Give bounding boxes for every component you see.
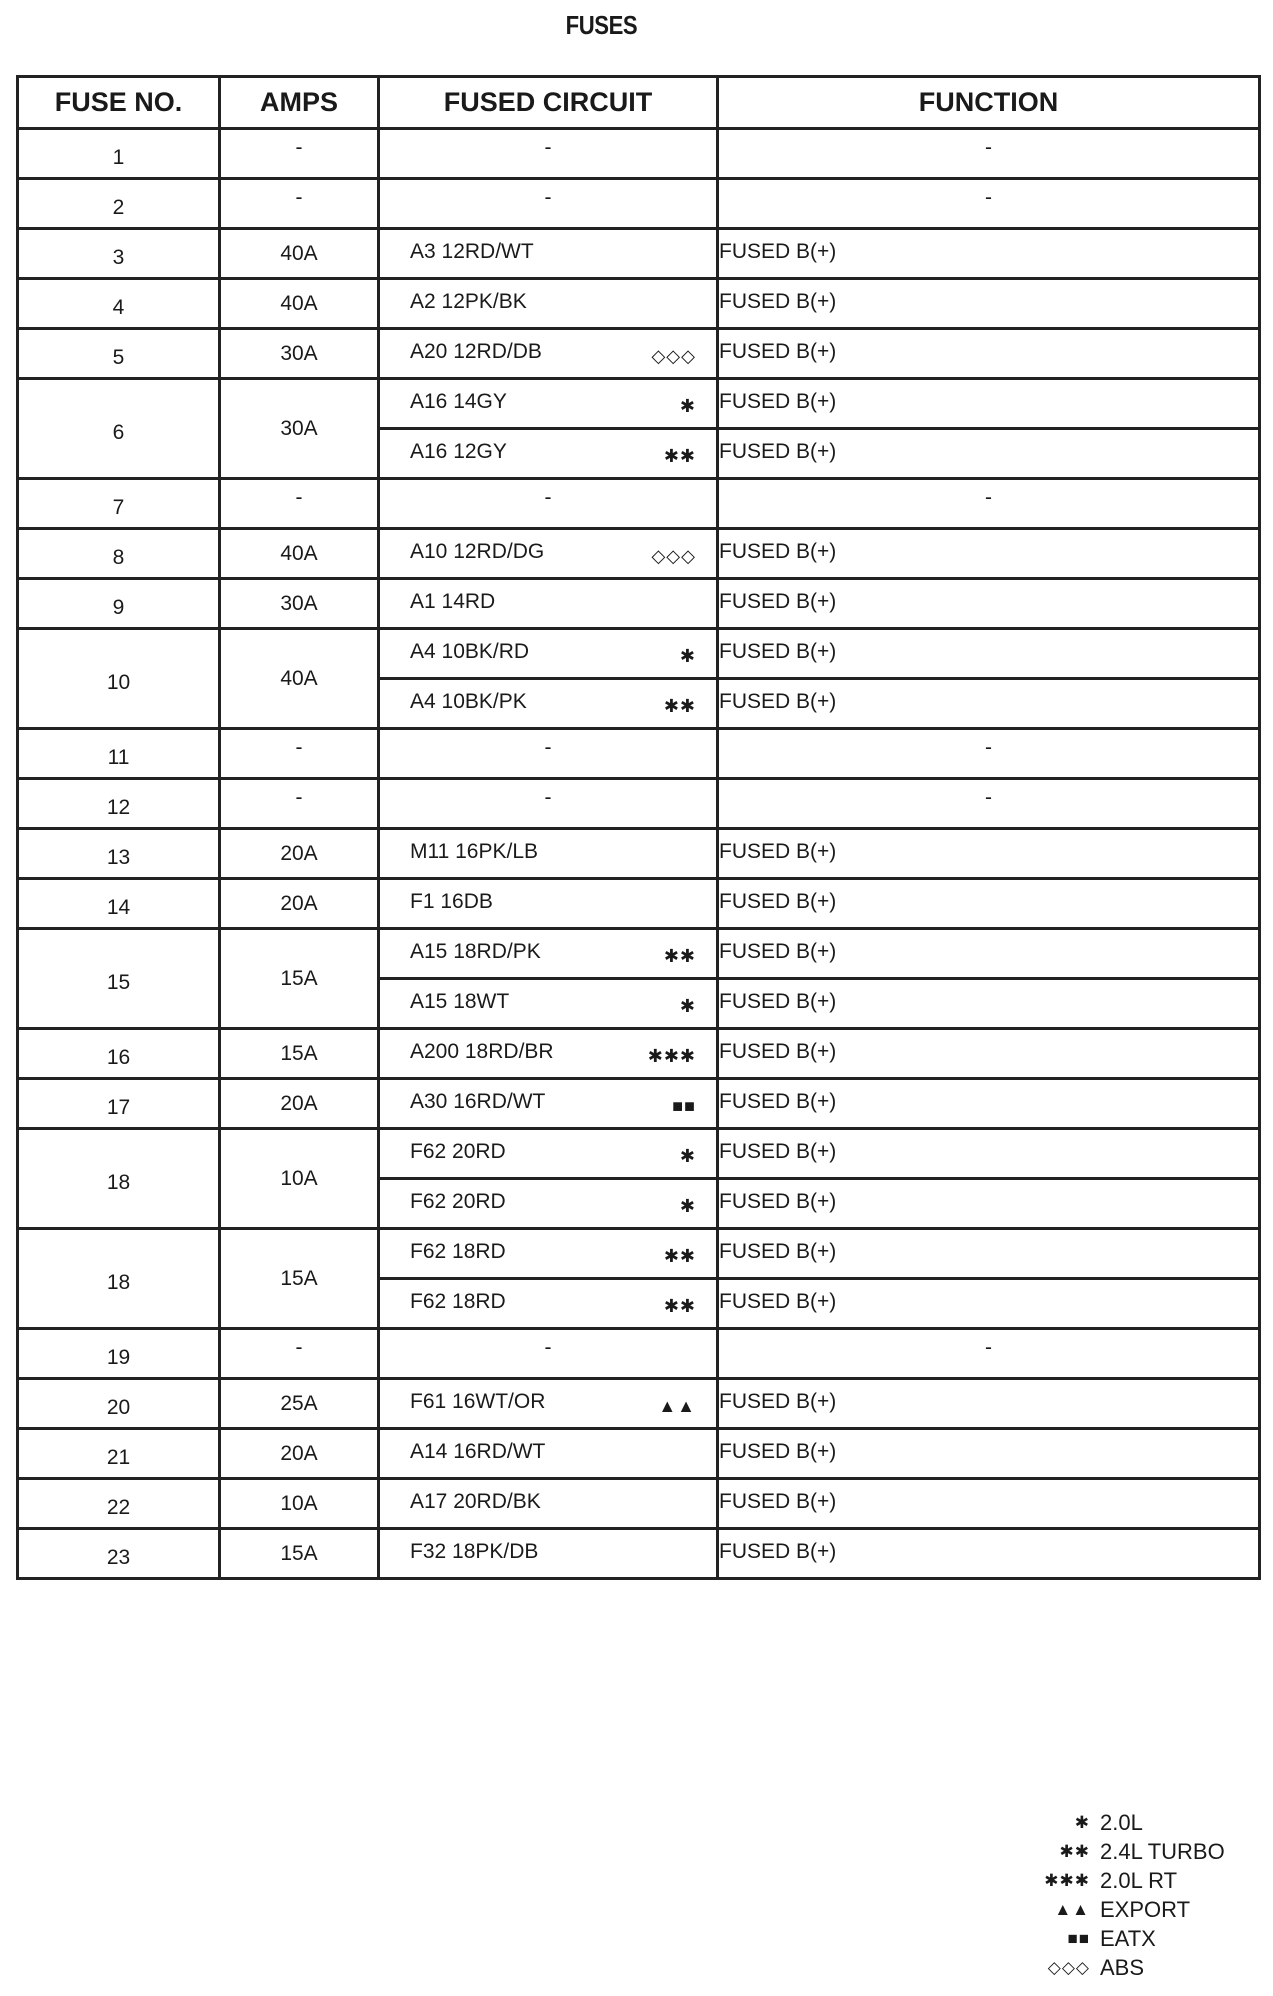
fuse-table xyxy=(16,75,1261,1580)
function-text: - xyxy=(985,735,992,759)
amps-value: 30A xyxy=(280,591,318,615)
fused-circuit-cell xyxy=(379,1029,718,1079)
circuit-code: A200 18RD/BR xyxy=(410,1039,554,1063)
function-text: FUSED B(+) xyxy=(719,439,837,463)
fuse-number: 16 xyxy=(106,1045,131,1069)
column-header-fused-circuit: FUSED CIRCUIT xyxy=(379,77,718,129)
fuse-number: 13 xyxy=(106,845,131,869)
variant-marker-icon: ▲▲ xyxy=(658,1395,696,1416)
fuse-number: 18 xyxy=(106,1270,131,1294)
function-cell xyxy=(718,179,1260,229)
fuse-number-cell xyxy=(18,129,220,179)
fused-circuit-cell xyxy=(379,279,718,329)
function-cell xyxy=(718,1379,1260,1429)
legend-item xyxy=(1030,1808,1225,1837)
column-header-amps: AMPS xyxy=(220,77,379,129)
table-row xyxy=(18,629,1260,679)
legend-symbol-icon: ■■ xyxy=(1067,1928,1090,1948)
fuse-number-cell xyxy=(18,1129,220,1229)
fuse-number-cell xyxy=(18,229,220,279)
amps-value: 40A xyxy=(280,241,318,265)
circuit-code: A15 18RD/PK xyxy=(410,939,541,963)
circuit-code: A4 10BK/RD xyxy=(410,639,530,663)
amps-cell xyxy=(220,1079,379,1129)
fuse-number: 19 xyxy=(106,1345,131,1369)
function-cell xyxy=(718,1129,1260,1179)
fuse-number-cell xyxy=(18,329,220,379)
variant-marker-icon: ✱ xyxy=(679,645,696,666)
amps-cell xyxy=(220,129,379,179)
fused-circuit-cell xyxy=(379,329,718,379)
amps-cell xyxy=(220,279,379,329)
legend-label: 2.0L RT xyxy=(1100,1867,1178,1893)
circuit-code: A30 16RD/WT xyxy=(410,1089,546,1113)
amps-cell xyxy=(220,379,379,479)
table-row xyxy=(18,1529,1260,1579)
fuse-number-cell xyxy=(18,779,220,829)
table-row xyxy=(18,379,1260,429)
fuse-number-cell xyxy=(18,1029,220,1079)
circuit-code: A20 12RD/DB xyxy=(410,339,542,363)
function-cell xyxy=(718,129,1260,179)
amps-cell xyxy=(220,329,379,379)
variant-marker-icon: ✱✱ xyxy=(663,695,696,716)
circuit-code: - xyxy=(544,485,552,509)
amps-cell xyxy=(220,529,379,579)
legend-symbol-icon: ✱ xyxy=(1074,1812,1090,1832)
function-cell xyxy=(718,579,1260,629)
fuse-number-cell xyxy=(18,279,220,329)
circuit-code: F61 16WT/OR xyxy=(410,1389,546,1413)
variant-marker-icon: ■■ xyxy=(672,1095,696,1116)
table-row xyxy=(18,529,1260,579)
function-text: FUSED B(+) xyxy=(719,239,837,263)
fuse-number-cell xyxy=(18,1479,220,1529)
table-row xyxy=(18,1129,1260,1179)
circuit-code: F62 20RD xyxy=(410,1189,506,1213)
amps-cell xyxy=(220,829,379,879)
function-cell xyxy=(718,329,1260,379)
fuse-number-cell xyxy=(18,1229,220,1329)
legend-label: EATX xyxy=(1100,1925,1156,1951)
amps-cell xyxy=(220,1429,379,1479)
function-text: FUSED B(+) xyxy=(719,1089,837,1113)
fuse-number-cell xyxy=(18,529,220,579)
fused-circuit-cell xyxy=(379,1329,718,1379)
fuse-number-cell xyxy=(18,1079,220,1129)
fuse-number: 14 xyxy=(106,895,131,919)
function-cell xyxy=(718,229,1260,279)
function-text: FUSED B(+) xyxy=(719,989,837,1013)
table-row xyxy=(18,329,1260,379)
amps-value: 40A xyxy=(280,291,318,315)
function-text: FUSED B(+) xyxy=(719,1389,837,1413)
table-row xyxy=(18,879,1260,929)
legend-label: ABS xyxy=(1100,1954,1145,1980)
fused-circuit-cell xyxy=(379,629,718,679)
amps-value: - xyxy=(295,135,303,159)
function-cell xyxy=(718,1429,1260,1479)
function-text: FUSED B(+) xyxy=(719,1239,837,1263)
fuse-number: 17 xyxy=(106,1095,131,1119)
function-text: FUSED B(+) xyxy=(719,589,837,613)
amps-value: 15A xyxy=(280,1541,318,1565)
fused-circuit-cell xyxy=(379,1179,718,1229)
circuit-code: F1 16DB xyxy=(410,889,493,913)
circuit-code: A14 16RD/WT xyxy=(410,1439,546,1463)
fuse-table-body xyxy=(18,129,1260,1579)
symbol-legend xyxy=(1030,1808,1225,1982)
amps-cell xyxy=(220,1329,379,1379)
function-cell xyxy=(718,529,1260,579)
function-cell xyxy=(718,1079,1260,1129)
variant-marker-icon: ✱✱ xyxy=(663,945,696,966)
function-text: FUSED B(+) xyxy=(719,539,837,563)
table-header-row xyxy=(18,77,1260,129)
amps-cell xyxy=(220,579,379,629)
fuse-number: 4 xyxy=(112,295,125,319)
fuse-number: 2 xyxy=(112,195,125,219)
function-text: FUSED B(+) xyxy=(719,1539,837,1563)
amps-value: 20A xyxy=(280,1091,318,1115)
fuse-number: 20 xyxy=(106,1395,131,1419)
circuit-code: - xyxy=(544,185,552,209)
fused-circuit-cell xyxy=(379,429,718,479)
circuit-code: A16 12GY xyxy=(410,439,507,463)
amps-value: 40A xyxy=(280,541,318,565)
amps-value: 30A xyxy=(280,416,318,440)
fused-circuit-cell xyxy=(379,1429,718,1479)
function-text: - xyxy=(985,785,992,809)
function-text: FUSED B(+) xyxy=(719,1489,837,1513)
amps-cell xyxy=(220,179,379,229)
fuse-number: 15 xyxy=(106,970,131,994)
fuse-number: 8 xyxy=(112,545,125,569)
circuit-code: F62 20RD xyxy=(410,1139,506,1163)
fused-circuit-cell xyxy=(379,1379,718,1429)
amps-cell xyxy=(220,229,379,279)
amps-cell xyxy=(220,1229,379,1329)
amps-cell xyxy=(220,729,379,779)
function-cell xyxy=(718,279,1260,329)
fuse-number-cell xyxy=(18,929,220,1029)
function-text: FUSED B(+) xyxy=(719,339,837,363)
variant-marker-icon: ◇◇◇ xyxy=(651,545,696,566)
circuit-code: A2 12PK/BK xyxy=(410,289,527,313)
fused-circuit-cell xyxy=(379,979,718,1029)
circuit-code: F62 18RD xyxy=(410,1239,506,1263)
function-cell xyxy=(718,729,1260,779)
fuse-number: 10 xyxy=(106,670,131,694)
amps-value: 15A xyxy=(280,1041,318,1065)
fused-circuit-cell xyxy=(379,1279,718,1329)
fused-circuit-cell xyxy=(379,179,718,229)
fuse-number-cell xyxy=(18,1379,220,1429)
table-row xyxy=(18,929,1260,979)
fuse-number-cell xyxy=(18,829,220,879)
function-cell xyxy=(718,1479,1260,1529)
amps-cell xyxy=(220,1029,379,1079)
amps-cell xyxy=(220,1479,379,1529)
table-row xyxy=(18,1479,1260,1529)
variant-marker-icon: ✱✱ xyxy=(663,445,696,466)
fuse-number: 21 xyxy=(106,1445,131,1469)
amps-cell xyxy=(220,629,379,729)
amps-value: 40A xyxy=(280,666,318,690)
table-row xyxy=(18,129,1260,179)
function-text: FUSED B(+) xyxy=(719,889,837,913)
function-cell xyxy=(718,779,1260,829)
amps-value: 10A xyxy=(280,1166,318,1190)
fuse-number-cell xyxy=(18,1429,220,1479)
fused-circuit-cell xyxy=(379,829,718,879)
legend-symbol-icon: ✱✱✱ xyxy=(1044,1870,1090,1890)
fuse-number-cell xyxy=(18,579,220,629)
fuse-number: 9 xyxy=(112,595,125,619)
fused-circuit-cell xyxy=(379,529,718,579)
fuse-number: 1 xyxy=(112,145,125,169)
circuit-code: A3 12RD/WT xyxy=(410,239,534,263)
fuse-number-cell xyxy=(18,1329,220,1379)
fuse-number-cell xyxy=(18,1529,220,1579)
amps-cell xyxy=(220,1129,379,1229)
function-text: FUSED B(+) xyxy=(719,689,837,713)
amps-cell xyxy=(220,1529,379,1579)
amps-value: - xyxy=(295,185,303,209)
function-text: FUSED B(+) xyxy=(719,1139,837,1163)
table-row xyxy=(18,279,1260,329)
fused-circuit-cell xyxy=(379,579,718,629)
legend-label: 2.4L TURBO xyxy=(1100,1838,1225,1864)
fuse-number: 5 xyxy=(112,345,125,369)
function-text: FUSED B(+) xyxy=(719,389,837,413)
function-cell xyxy=(718,1529,1260,1579)
fused-circuit-cell xyxy=(379,879,718,929)
amps-value: 10A xyxy=(280,1491,318,1515)
amps-value: 20A xyxy=(280,1441,318,1465)
function-text: FUSED B(+) xyxy=(719,1439,837,1463)
amps-value: 20A xyxy=(280,891,318,915)
amps-value: - xyxy=(295,785,303,809)
table-row xyxy=(18,1229,1260,1279)
amps-value: 20A xyxy=(280,841,318,865)
amps-cell xyxy=(220,779,379,829)
fuse-number: 18 xyxy=(106,1170,131,1194)
legend-item xyxy=(1030,1837,1225,1866)
fuse-number: 12 xyxy=(106,795,131,819)
amps-cell xyxy=(220,479,379,529)
legend-symbol-icon: ◇◇◇ xyxy=(1047,1957,1090,1977)
circuit-code: F32 18PK/DB xyxy=(410,1539,539,1563)
fuse-number-cell xyxy=(18,629,220,729)
function-text: FUSED B(+) xyxy=(719,1189,837,1213)
column-header-function: FUNCTION xyxy=(718,77,1260,129)
variant-marker-icon: ✱✱✱ xyxy=(647,1045,696,1066)
amps-value: 15A xyxy=(280,1266,318,1290)
function-cell xyxy=(718,929,1260,979)
fused-circuit-cell xyxy=(379,679,718,729)
fuse-number-cell xyxy=(18,179,220,229)
function-cell xyxy=(718,979,1260,1029)
fuse-number: 7 xyxy=(112,495,125,519)
legend-item xyxy=(1030,1924,1225,1953)
fuse-number: 6 xyxy=(112,420,125,444)
function-cell xyxy=(718,1229,1260,1279)
fused-circuit-cell xyxy=(379,1129,718,1179)
amps-cell xyxy=(220,1379,379,1429)
amps-value: 30A xyxy=(280,341,318,365)
function-cell xyxy=(718,879,1260,929)
table-row xyxy=(18,829,1260,879)
fused-circuit-cell xyxy=(379,1479,718,1529)
fused-circuit-cell xyxy=(379,729,718,779)
function-cell xyxy=(718,1029,1260,1079)
legend-symbol-icon: ▲▲ xyxy=(1054,1899,1090,1919)
fuse-number: 23 xyxy=(106,1545,131,1569)
circuit-code: A10 12RD/DG xyxy=(410,539,545,563)
variant-marker-icon: ✱✱ xyxy=(663,1245,696,1266)
circuit-code: - xyxy=(544,735,552,759)
fused-circuit-cell xyxy=(379,779,718,829)
table-row xyxy=(18,779,1260,829)
amps-value: - xyxy=(295,1335,303,1359)
function-text: - xyxy=(985,185,992,209)
function-text: FUSED B(+) xyxy=(719,839,837,863)
function-text: FUSED B(+) xyxy=(719,289,837,313)
circuit-code: A4 10BK/PK xyxy=(410,689,527,713)
table-row xyxy=(18,1079,1260,1129)
table-row xyxy=(18,579,1260,629)
fused-circuit-cell xyxy=(379,479,718,529)
function-cell xyxy=(718,679,1260,729)
fused-circuit-cell xyxy=(379,129,718,179)
amps-cell xyxy=(220,879,379,929)
function-cell xyxy=(718,629,1260,679)
circuit-code: A16 14GY xyxy=(410,389,507,413)
amps-value: 15A xyxy=(280,966,318,990)
legend-symbol-icon: ✱✱ xyxy=(1059,1841,1090,1861)
function-cell xyxy=(718,479,1260,529)
variant-marker-icon: ✱✱ xyxy=(663,1295,696,1316)
table-row xyxy=(18,479,1260,529)
fuse-number-cell xyxy=(18,729,220,779)
function-cell xyxy=(718,829,1260,879)
fused-circuit-cell xyxy=(379,229,718,279)
function-text: - xyxy=(985,1335,992,1359)
circuit-code: A1 14RD xyxy=(410,589,496,613)
circuit-code: - xyxy=(544,785,552,809)
variant-marker-icon: ◇◇◇ xyxy=(651,345,696,366)
table-row xyxy=(18,179,1260,229)
fused-circuit-cell xyxy=(379,929,718,979)
fuse-number: 11 xyxy=(107,745,130,769)
fused-circuit-cell xyxy=(379,1229,718,1279)
amps-value: - xyxy=(295,485,303,509)
legend-item xyxy=(1030,1953,1225,1982)
function-cell xyxy=(718,1279,1260,1329)
page-title: FUSES xyxy=(565,10,638,40)
variant-marker-icon: ✱ xyxy=(679,1145,696,1166)
amps-cell xyxy=(220,929,379,1029)
fuse-number-cell xyxy=(18,879,220,929)
variant-marker-icon: ✱ xyxy=(679,995,696,1016)
legend-item xyxy=(1030,1895,1225,1924)
function-text: - xyxy=(985,485,992,509)
table-row xyxy=(18,1029,1260,1079)
circuit-code: F62 18RD xyxy=(410,1289,506,1313)
table-row xyxy=(18,729,1260,779)
fused-circuit-cell xyxy=(379,1079,718,1129)
function-text: FUSED B(+) xyxy=(719,639,837,663)
circuit-code: A15 18WT xyxy=(410,989,510,1013)
amps-value: - xyxy=(295,735,303,759)
circuit-code: - xyxy=(544,1335,552,1359)
table-row xyxy=(18,1429,1260,1479)
function-text: FUSED B(+) xyxy=(719,1289,837,1313)
fused-circuit-cell xyxy=(379,1529,718,1579)
circuit-code: M11 16PK/LB xyxy=(410,839,539,863)
fuse-number-cell xyxy=(18,379,220,479)
circuit-code: - xyxy=(544,135,552,159)
function-text: FUSED B(+) xyxy=(719,1039,837,1063)
amps-value: 25A xyxy=(280,1391,318,1415)
variant-marker-icon: ✱ xyxy=(679,395,696,416)
table-row xyxy=(18,1329,1260,1379)
fuse-number: 22 xyxy=(106,1495,131,1519)
function-cell xyxy=(718,379,1260,429)
legend-label: 2.0L xyxy=(1100,1809,1143,1835)
fused-circuit-cell xyxy=(379,379,718,429)
function-cell xyxy=(718,1179,1260,1229)
function-cell xyxy=(718,1329,1260,1379)
table-row xyxy=(18,1379,1260,1429)
column-header-fuse-no: FUSE NO. xyxy=(18,77,220,129)
fuse-number-cell xyxy=(18,479,220,529)
variant-marker-icon: ✱ xyxy=(679,1195,696,1216)
legend-item xyxy=(1030,1866,1225,1895)
legend-label: EXPORT xyxy=(1100,1896,1191,1922)
function-text: FUSED B(+) xyxy=(719,939,837,963)
function-text: - xyxy=(985,135,992,159)
fuse-number: 3 xyxy=(112,245,125,269)
function-cell xyxy=(718,429,1260,479)
table-row xyxy=(18,229,1260,279)
circuit-code: A17 20RD/BK xyxy=(410,1489,541,1513)
